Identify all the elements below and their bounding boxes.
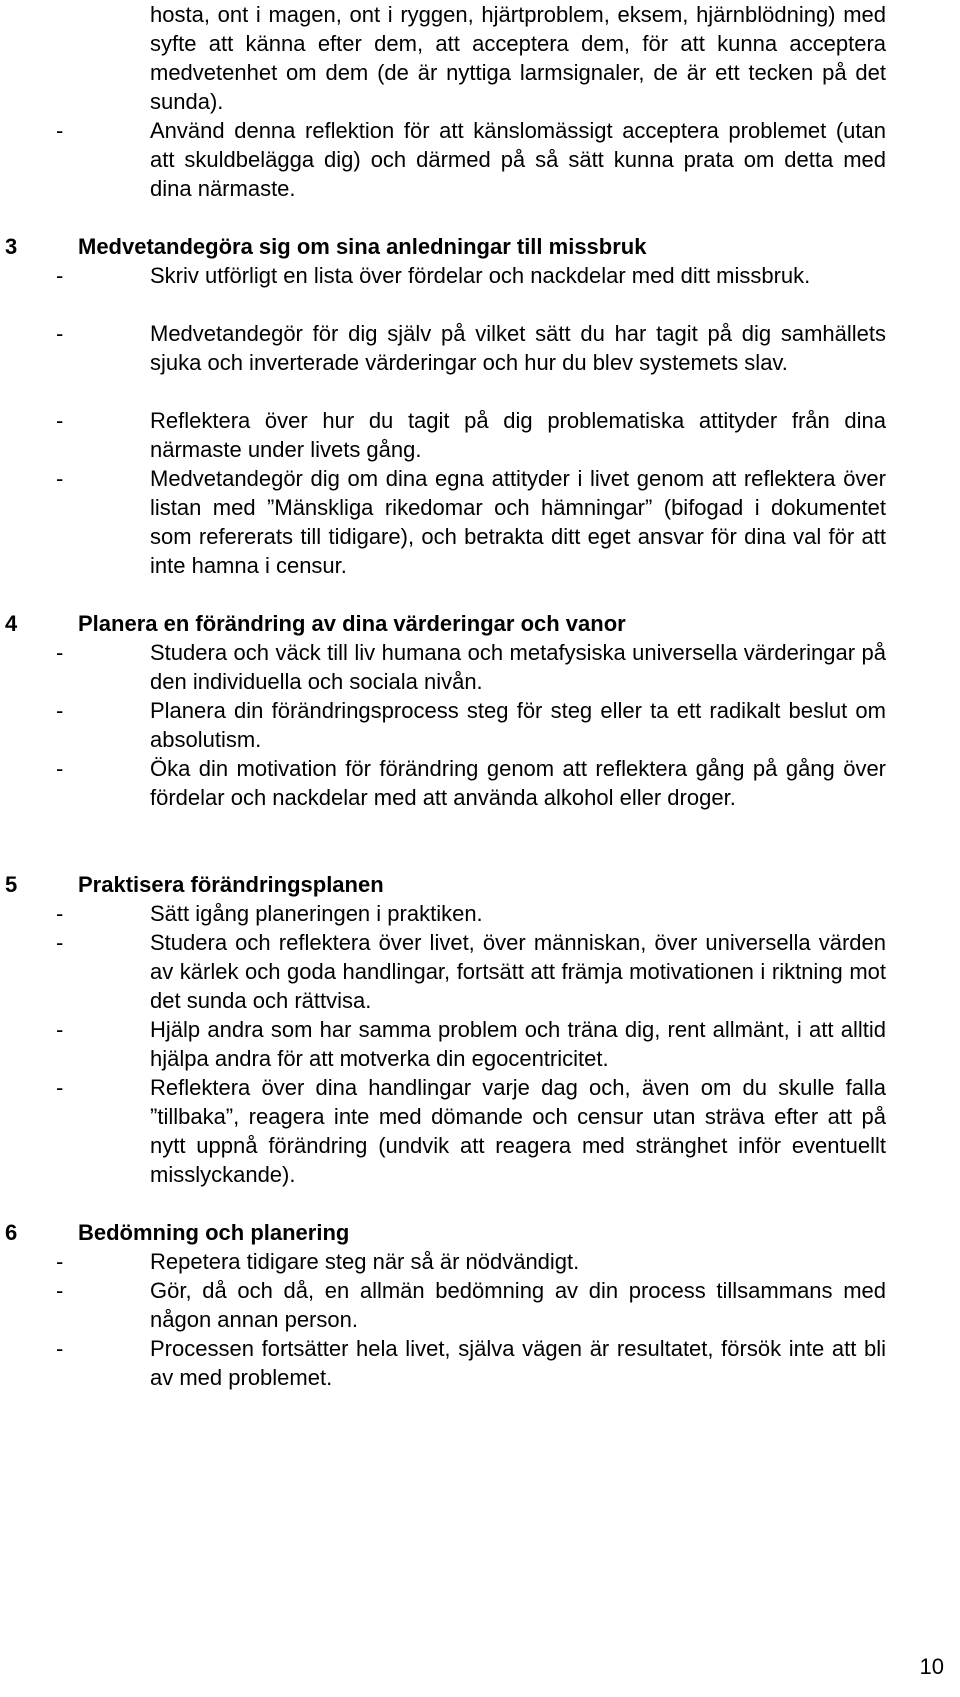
section-title: Planera en förändring av dina värderingar och vanor [78,611,626,636]
list-item-text: Medvetandegör dig om dina egna attityder i livet genom att reflektera över listan med ”Mänskliga rikedomar och hämningar” (bifogad i dokumentet som refererats till tidigare), och betrakta ditt eget ansvar för dina val för att inte hamna i censur. [150,466,886,578]
list-item-text: Hjälp andra som har samma problem och träna dig, rent allmänt, i att alltid hjälpa andra för att motverka din egocentricitet. [150,1017,886,1071]
list-item [56,261,886,290]
list-item [56,1334,886,1392]
list-item-text: Studera och väck till liv humana och metafysiska universella värderingar på den individuella och sociala nivån. [150,640,886,694]
list-item [56,319,886,377]
bullet-dash: - [56,901,64,926]
bullet-dash: - [56,263,64,288]
bullet-dash: - [56,1278,64,1303]
section-heading-6 [5,1218,905,1247]
list-item-text: Använd denna reflektion för att känslomässigt acceptera problemet (utan att skuldbelägga dig) och därmed på så sätt kunna prata om detta med dina närmaste. [150,118,886,201]
bullet-dash: - [56,321,64,346]
list-item [56,899,886,928]
bullet-dash: - [56,1249,64,1274]
list-item [56,696,886,754]
list-item-text: Skriv utförligt en lista över fördelar och nackdelar med ditt missbruk. [150,263,811,288]
list-item [56,1015,886,1073]
section-number: 3 [5,234,18,259]
section-heading-5 [5,870,905,899]
list-item [56,638,886,696]
list-item-text: Reflektera över hur du tagit på dig problematiska attityder från dina närmaste under livets gång. [150,408,886,462]
section-title: Praktisera förändringsplanen [78,872,384,897]
list-item-text: Planera din förändringsprocess steg för steg eller ta ett radikalt beslut om absolutism. [150,698,886,752]
list-item [56,464,886,580]
list-item [56,406,886,464]
bullet-dash: - [56,930,64,955]
bullet-dash: - [56,1336,64,1361]
bullet-dash: - [56,1017,64,1042]
bullet-dash: - [56,756,64,781]
list-item-text: Reflektera över dina handlingar varje dag och, även om du skulle falla ”tillbaka”, reagera inte med dömande och censur utan sträva efter att på nytt uppnå förändring (undvik att reagera med stränghet inför eventuellt misslyckande). [150,1075,886,1187]
section-title: Bedömning och planering [78,1220,350,1245]
list-item-text: Gör, då och då, en allmän bedömning av din process tillsammans med någon annan person. [150,1278,886,1332]
list-item-text: Medvetandegör för dig själv på vilket sätt du har tagit på dig samhällets sjuka och inverterade värderingar och hur du blev systemets slav. [150,321,886,375]
paragraph-text: hosta, ont i magen, ont i ryggen, hjärtproblem, eksem, hjärnblödning) med syfte att känna efter dem, att acceptera dem, för att kunna acceptera medvetenhet om dem (de är nyttiga larmsignaler, de är ett tecken på det sunda). [150,2,886,114]
section-heading-4 [5,609,905,638]
list-item-text: Sätt igång planeringen i praktiken. [150,901,483,926]
section-heading-3 [5,232,905,261]
list-item-text: Öka din motivation för förändring genom att reflektera gång på gång över fördelar och nackdelar med att använda alkohol eller droger. [150,756,886,810]
list-item [56,754,886,812]
intro-continuation [56,0,886,116]
bullet-dash: - [56,408,64,433]
list-item [56,928,886,1015]
list-item [56,1276,886,1334]
bullet-dash: - [56,1075,64,1100]
list-item-text: Processen fortsätter hela livet, själva vägen är resultatet, försök inte att bli av med problemet. [150,1336,886,1390]
list-item-text: Studera och reflektera över livet, över människan, över universella värden av kärlek och goda handlingar, fortsätt att främja motivationen i riktning mot det sunda och rättvisa. [150,930,886,1013]
section-number: 5 [5,872,18,897]
section-title: Medvetandegöra sig om sina anledningar till missbruk [78,234,647,259]
section-number: 6 [5,1220,18,1245]
bullet-dash: - [56,640,64,665]
section-number: 4 [5,611,18,636]
bullet-dash: - [56,466,64,491]
list-item [56,1247,886,1276]
list-item [56,1073,886,1189]
bullet-dash: - [56,118,64,143]
page-number: 10 [919,1654,944,1679]
bullet-dash: - [56,698,64,723]
list-item-text: Repetera tidigare steg när så är nödvändigt. [150,1249,580,1274]
list-item [56,116,886,203]
